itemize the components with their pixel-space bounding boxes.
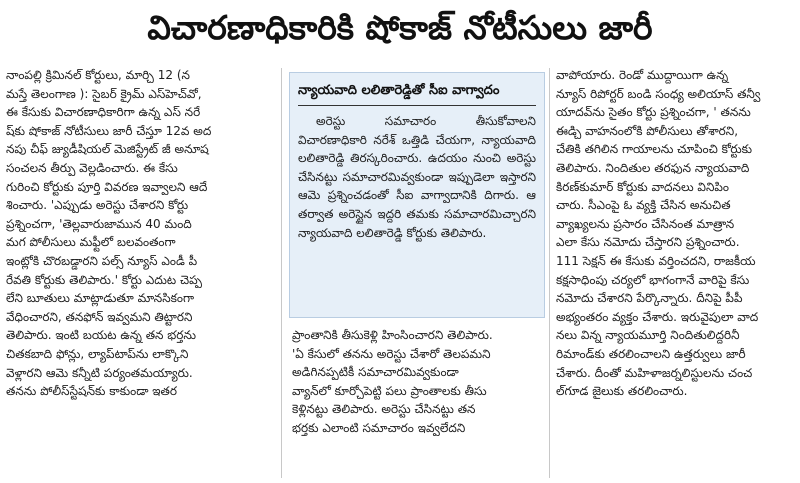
column-1-line: సంచలన తీర్పు వెల్లడించారు. ఈ కేసు	[6, 160, 178, 175]
column-3-line: చేతికి తగిలిన గాయాలను చూపించి కోర్టుకు	[556, 142, 753, 157]
column-1-line: తనను పోలీస్‌స్టేషన్‌కు కాకుండా ఇతర	[6, 384, 177, 399]
article-column-3	[556, 66, 794, 480]
column-1-line: తెలిపారు. ఇంటి బయట ఉన్న తన భర్తను	[6, 328, 196, 343]
column-3-line: అభ్యంతరం వ్యక్తం చేశారు. ఇరువైపులా వాద	[556, 309, 759, 324]
column-divider-left	[281, 68, 282, 478]
column-2-line: ప్రాంతానికి తీసుకెళ్లి హింసించారని తెలిపారు.	[292, 328, 493, 342]
column-1-line: చితకబాది ఫోన్లు, ల్యాప్‌టాప్‌ను లాక్కొని	[6, 346, 189, 361]
column-3-line: కక్షసాధింపు చర్యలో భాగంగానే వారిపై కేసు	[556, 272, 750, 287]
column-3-line: నలు విన్న న్యాయమూర్తి నిందితులిద్దరినీ	[556, 328, 740, 343]
column-1-line: ష్‌కు షోకాజ్ నోటీసులు జారీ చేస్తూ 12వ అద	[6, 123, 212, 138]
sidebar-box	[289, 72, 545, 318]
column-3-line: చారు. సీఎంపై ఓ వ్యక్తి చేసిన అనుచిత	[556, 198, 731, 213]
column-1-line: నాంపల్లి క్రిమినల్ కోర్టులు, మార్చి 12 (న	[6, 68, 190, 82]
column-3-line: 111 సెక్షన్ ఈ కేసుకు వర్తించదని, రాజకీయ	[556, 253, 756, 268]
column-3-line: తెలిపారు. నిందితుల తరఫున న్యాయవాది	[556, 160, 750, 175]
column-3-line: రిమాండ్‌కు తరలించాలని ఉత్తర్వులు జారీ	[556, 346, 746, 361]
column-3-line: చేశారు. దీంతో మహిళాజర్నలిస్టులను చంచ	[556, 365, 753, 380]
column-3-line: వాపోయారు. రెండో ముద్దాయిగా ఉన్న	[556, 68, 729, 82]
article-column-1	[6, 66, 272, 480]
column-1-line: లేని బూతులు మాట్లాడుతూ మానసికంగా	[6, 291, 195, 306]
column-1-line: ఇంట్లోకి చొరబడ్డారని పల్స్ న్యూస్ ఎండీ పీ	[6, 253, 198, 268]
column-3-line: న్యూస్ రిపోర్టర్ బండి సంధ్య అలియాస్ తన్వీ	[556, 86, 761, 101]
column-3-line: యాదవ్‌ను సైతం కోర్టు ప్రశ్నించగా, ' తనను	[556, 105, 751, 120]
column-1-line: మగ పోలీసులు మఫ్టీలో బలవంతంగా	[6, 235, 176, 250]
headline: విచారణాధికారికి షోకాజ్ నోటీసులు జారీ	[147, 7, 653, 47]
column-1-line: నపు చీఫ్ జ్యుడీషియల్ మెజిస్ట్రేట్ జీ అనూష	[6, 142, 209, 157]
column-1-line: శించారు. 'ఎప్పుడు అరెస్టు చేశారని కోర్టు	[6, 198, 189, 213]
column-3-line: నమోదు చేశారని పేర్కొన్నారు. దీనిపై పీపీ	[556, 291, 743, 306]
column-1-line: ప్రశ్నించగా, 'తెల్లవారుజామున 40 మంది	[6, 216, 192, 231]
column-3-line: ఎలా కేసు నమోదు చేస్తారని ప్రశ్నించారు.	[556, 235, 740, 250]
sidebar-box-title: న్యాయవాది లలితారెడ్డితో సీఐ వాగ్వాదం	[298, 83, 536, 106]
column-3-line: వ్యాఖ్యలను ప్రసారం చేసినంత మాత్రాన	[556, 216, 735, 231]
column-2-line: 'ఏ కేసులో తనను అరెస్టు చేశారో తెలపమని	[292, 346, 491, 361]
column-2-line: భర్తకు ఎలాంటి సమాచారం ఇవ్వలేదని	[292, 420, 466, 435]
column-1-line: రేవతి కోర్టుకు తెలిపారు.' కోర్టు ఎదుట చెప్ప	[6, 272, 202, 287]
column-2-line: అడిగినప్పటికీ సమాచారమివ్వకుండా	[292, 365, 459, 380]
column-1-line: వేధించారని, తనఫోన్ ఇవ్వమని తిట్టారని	[6, 309, 193, 324]
column-3-line: ఈడ్చి వాహనంలోకి పోలీసులు తోశారని,	[556, 123, 739, 138]
article-column-2	[292, 326, 542, 480]
sidebar-box-text: అరెస్టు సమాచారం తీసుకోవాలని విచారణాధికారి నరేశ్ ఒత్తిడి చేయగా, న్యాయవాది లలితారెడ్డి తిరస్కరించారు. ఉదయం నుంచి అరెస్టు చేసినట్టు సమాచారమివ్వకుండా ఇప్పుడెలా ఇస్తారని ఆమె ప్రశ్నించడంతో సీఐ వాగ్వాదానికి దిగారు. ఆ తర్వాత అరెస్టైన ఇద్దరి తమకు సమాచారమిచ్చారని న్యాయవాది లలితారెడ్డి కోర్టుకు తెలిపారు.	[298, 114, 536, 240]
column-3-line: ల్‌గూడ జైలుకు తరలించారు.	[556, 384, 688, 399]
column-1-line: ఈ కేసుకు విచారణాధికారిగా ఉన్న ఎస్ నరే	[6, 105, 201, 120]
column-1-line: వెళ్లారని ఆమె కన్నీటి పర్యంతమయ్యారు.	[6, 365, 193, 380]
column-1-line: గురించి కోర్టుకు పూర్తి వివరణ ఇవ్వాలని ఆదే	[6, 179, 208, 194]
column-2-line: కెళ్లినట్టు తెలిపారు. అరెస్టు చేసినట్టు తన	[292, 402, 476, 417]
column-1-line: మస్తే తెలంగాణ ): సైబర్ క్రైమ్ ఎస్‌హెచ్‌వో,	[6, 86, 202, 101]
column-3-line: కిరణ్‌కుమార్ కోర్టుకు వాదనలు వినిపిం	[556, 179, 730, 194]
column-2-line: వ్యాన్‌లో కూర్చోపెట్టి పలు ప్రాంతాలకు తీసు	[292, 383, 487, 398]
column-divider-right	[549, 68, 550, 478]
